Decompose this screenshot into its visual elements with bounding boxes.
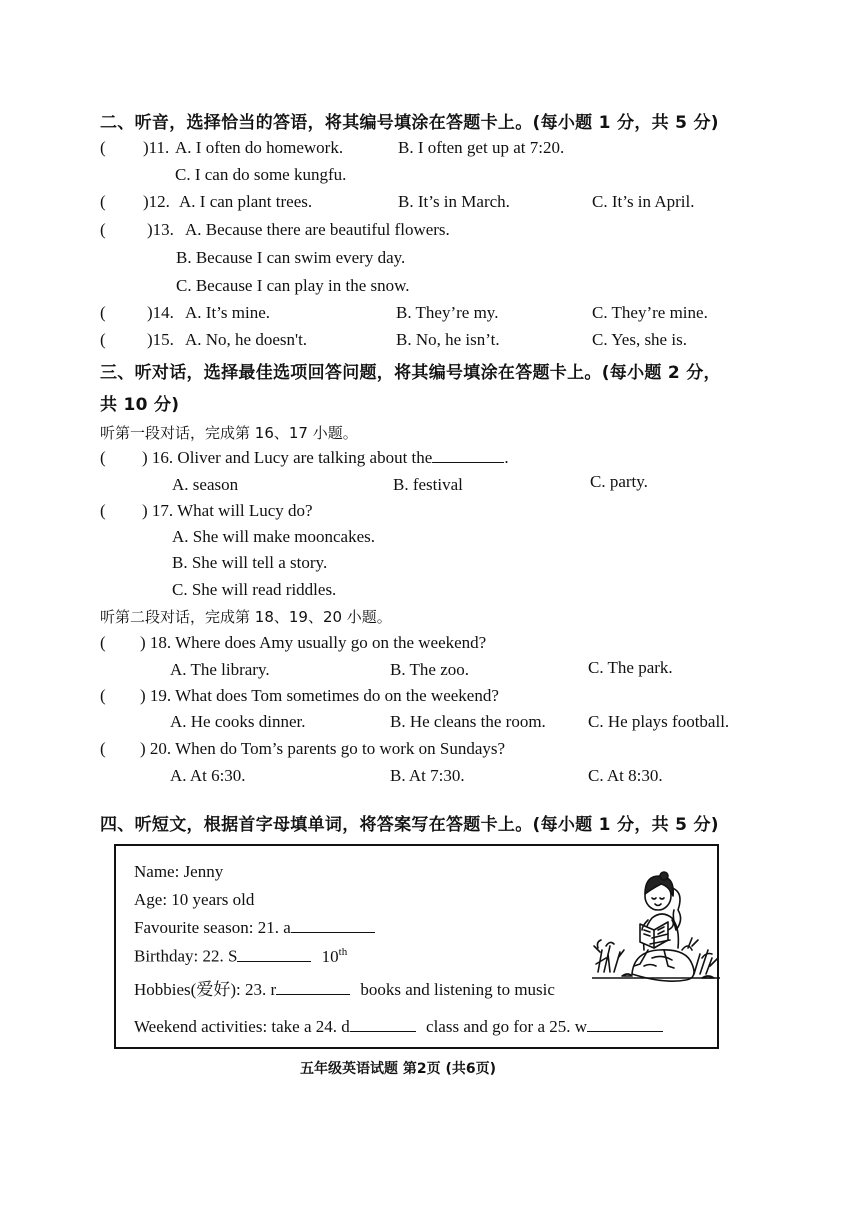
option-b: B. It’s in March. — [398, 192, 510, 211]
option-a: A. Because there are beautiful flowers. — [185, 220, 450, 239]
fill-blank-25[interactable] — [587, 1017, 663, 1032]
answer-paren[interactable]: ( — [100, 220, 106, 239]
fill-blank-24[interactable] — [350, 1017, 416, 1032]
option-c: C. party. — [590, 472, 648, 491]
section3-heading-cont: 共 10 分) — [100, 395, 180, 415]
option-b: B. festival — [393, 475, 463, 494]
profile-age: Age: 10 years old — [134, 890, 255, 909]
option-c: C. He plays football. — [588, 712, 730, 731]
question-number: )12. — [143, 192, 170, 211]
option-b: B. The zoo. — [390, 660, 470, 679]
option-c: C. She will read riddles. — [172, 580, 337, 599]
question-stem: ) 16. Oliver and Lucy are talking about the . — [142, 448, 509, 467]
question-stem: ) 20. When do Tom’s parents go to work on Sundays? — [140, 739, 506, 758]
option-a: A. season — [172, 475, 239, 494]
answer-paren[interactable]: ( — [100, 330, 106, 349]
page-footer: 五年级英语试题 第2页 (共6页) — [300, 1061, 497, 1077]
girl-reading-illustration — [592, 854, 720, 984]
option-c: C. The park. — [588, 658, 673, 677]
option-a: A. I can plant trees. — [179, 192, 313, 211]
option-c: C. At 8:30. — [588, 766, 663, 785]
profile-birthday: Birthday: 22. S 10th — [134, 946, 348, 966]
option-c: C. I can do some kungfu. — [175, 165, 347, 184]
option-a: A. He cooks dinner. — [170, 712, 306, 731]
option-a: A. No, he doesn't. — [185, 330, 308, 349]
answer-paren[interactable]: ( — [100, 501, 106, 520]
option-b: B. She will tell a story. — [172, 553, 328, 572]
option-b: B. At 7:30. — [390, 766, 465, 785]
option-c: C. Because I can play in the snow. — [176, 276, 410, 295]
answer-paren[interactable]: ( — [100, 192, 106, 211]
profile-season: Favourite season: 21. a — [134, 918, 375, 938]
dialogue1-instruction: 听第一段对话，完成第 16、17 小题。 — [100, 424, 358, 442]
option-c: C. They’re mine. — [592, 303, 708, 322]
profile-weekend: Weekend activities: take a 24. d class and go for a 25. w — [134, 1017, 663, 1037]
dialogue2-instruction: 听第二段对话，完成第 18、19、20 小题。 — [100, 608, 392, 626]
profile-name: Name: Jenny — [134, 862, 224, 881]
option-b: B. He cleans the room. — [390, 712, 546, 731]
answer-paren[interactable]: ( — [100, 303, 106, 322]
section2-heading: 二、听音，选择恰当的答语，将其编号填涂在答题卡上。(每小题 1 分，共 5 分) — [100, 113, 719, 133]
answer-paren[interactable]: ( — [100, 138, 106, 157]
question-number: )11. — [143, 138, 170, 157]
option-c: C. It’s in April. — [592, 192, 695, 211]
fill-blank-22[interactable] — [237, 947, 311, 962]
answer-paren[interactable]: ( — [100, 633, 106, 652]
section4-heading: 四、听短文，根据首字母填单词，将答案写在答题卡上。(每小题 1 分，共 5 分) — [100, 815, 719, 835]
profile-box — [114, 844, 719, 1049]
fill-blank[interactable] — [432, 448, 504, 463]
option-b: B. They’re my. — [396, 303, 499, 322]
question-number: )14. — [147, 303, 174, 322]
question-number: )15. — [147, 330, 174, 349]
option-a: A. It’s mine. — [185, 303, 270, 322]
option-b: B. Because I can swim every day. — [176, 248, 406, 267]
question-stem: ) 19. What does Tom sometimes do on the weekend? — [140, 686, 499, 705]
answer-paren[interactable]: ( — [100, 686, 106, 705]
fill-blank-21[interactable] — [291, 918, 375, 933]
question-number: )13. — [147, 220, 174, 239]
option-a: A. She will make mooncakes. — [172, 527, 376, 546]
option-c: C. Yes, she is. — [592, 330, 687, 349]
option-a: A. I often do homework. — [175, 138, 344, 157]
option-a: A. The library. — [170, 660, 270, 679]
answer-paren[interactable]: ( — [100, 739, 106, 758]
option-a: A. At 6:30. — [170, 766, 246, 785]
fill-blank-23[interactable] — [276, 980, 350, 995]
question-stem: ) 17. What will Lucy do? — [142, 501, 313, 520]
answer-paren[interactable]: ( — [100, 448, 106, 467]
section3-heading: 三、听对话，选择最佳选项回答问题，将其编号填涂在答题卡上。(每小题 2 分， — [100, 363, 721, 383]
option-b: B. I often get up at 7:20. — [398, 138, 565, 157]
profile-hobbies: Hobbies(爱好): 23. r books and listening to music — [134, 980, 555, 999]
option-b: B. No, he isn’t. — [396, 330, 500, 349]
question-stem: ) 18. Where does Amy usually go on the weekend? — [140, 633, 487, 652]
